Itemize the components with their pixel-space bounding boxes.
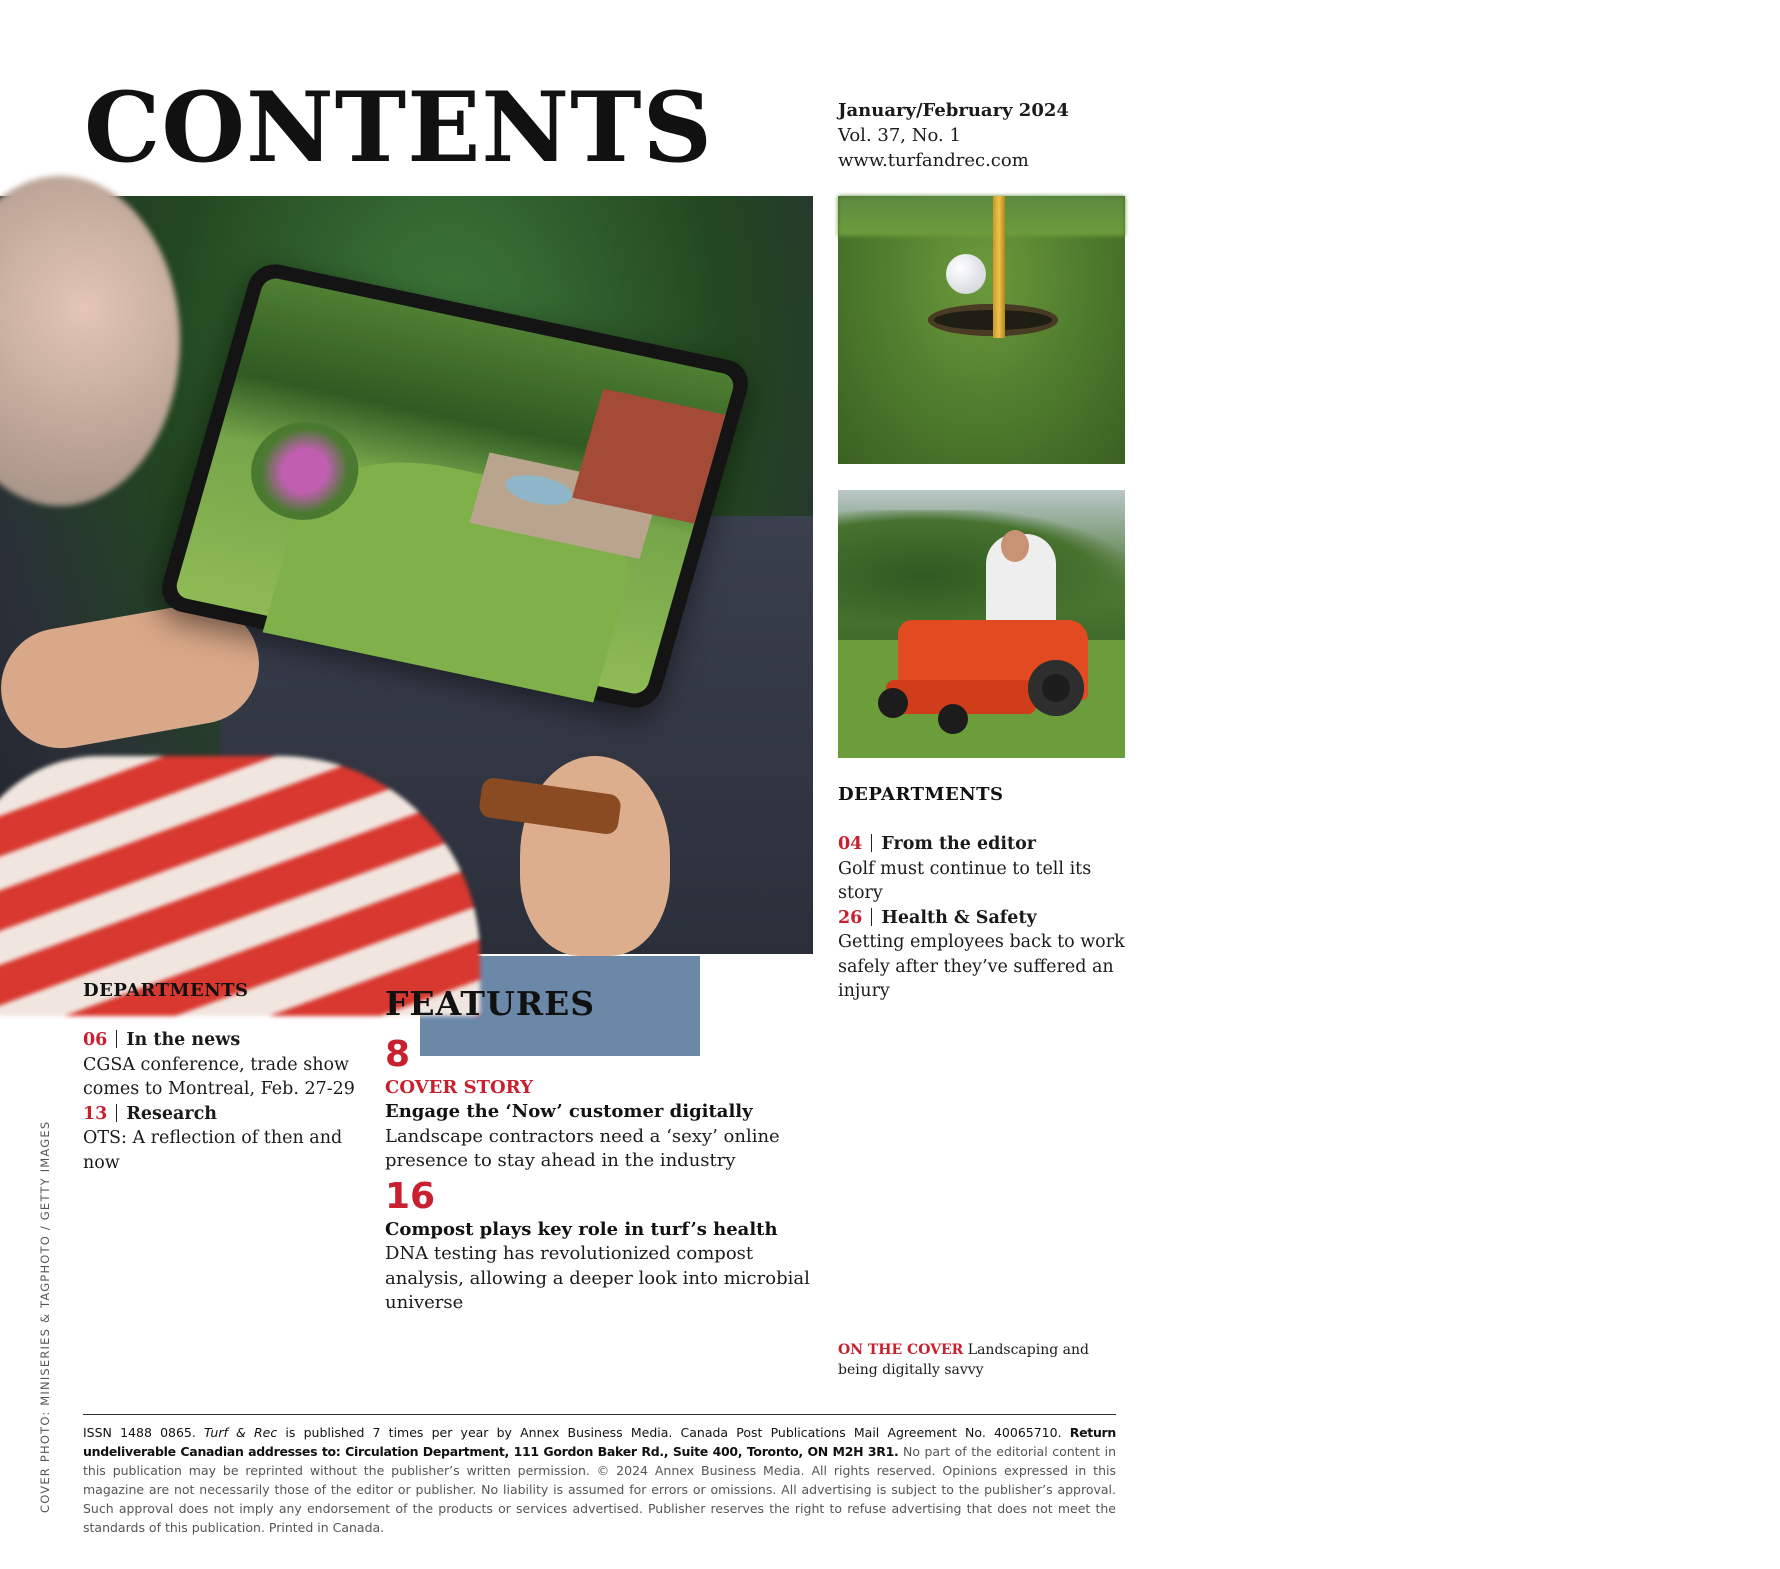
feature-page-number: 8 (385, 1034, 411, 1075)
department-entry-head (838, 906, 1138, 931)
mower-front-wheel (878, 688, 908, 718)
golf-ball (946, 254, 986, 294)
department-title: In the news (126, 1030, 241, 1050)
issn: ISSN 1488 0865. (83, 1425, 196, 1440)
department-title: Health & Safety (881, 907, 1037, 928)
issue-date: January/February 2024 (838, 100, 1069, 121)
on-the-cover-caption (838, 1341, 1123, 1380)
department-title: From the editor (881, 834, 1037, 854)
page-title: CONTENTS (84, 71, 713, 184)
feature-title: Engage the ‘Now’ customer digitally (385, 1101, 753, 1122)
department-page-number: 13 (83, 1103, 108, 1124)
separator (116, 1030, 117, 1048)
feature-description: Landscape contractors need a ‘sexy’ online presence to stay ahead in the industry (385, 1125, 780, 1171)
department-description: Golf must continue to tell its story (838, 858, 1092, 903)
photo-page-number: 20 (1690, 990, 1777, 1063)
golf-trees (838, 196, 1125, 236)
departments-heading: DEPARTMENTS (838, 784, 1004, 805)
features-list (385, 1034, 815, 1316)
disclaimer: No part of the editorial content in this publication may be reprinted without the publisher’s written permission. © 2024 Annex Business Media. All rights reserved. Opinions expressed in this magazine are not necessarily those of the editor or publisher. No liability is assumed for errors or omissions. All advertising is subject to the publisher’s approval. Such approval does not imply any endorsement of the products or services advertised. Publisher reserves the right to refuse advertising that does not meet the standards of this publication. Printed in Canada. (83, 1444, 1116, 1535)
department-entry-head (83, 1028, 373, 1053)
department-entry[interactable] (838, 832, 1138, 906)
department-title: Research (126, 1103, 217, 1124)
department-description: Getting employees back to work safely after they’ve suffered an injury (838, 932, 1125, 1001)
return-address: Return undeliverable Canadian addresses to: Circulation Department, 111 Gordon Baker Rd., Suite 400, Toronto, ON M2H 3R1. (83, 1425, 1117, 1459)
photo-page-number: 8 (736, 1063, 778, 1133)
issue-volume: Vol. 37, No. 1 (838, 125, 961, 146)
golf-photo[interactable] (838, 196, 1780, 651)
departments-list (83, 1028, 373, 1175)
mower-operator-head (1001, 530, 1029, 562)
separator (871, 834, 872, 852)
on-the-cover-text: Landscaping and being digitally savvy (838, 1342, 1089, 1378)
publication-line: is published 7 times per year by Annex Business Media. Canada Post Publications Mail Agreement No. 40065710. (285, 1425, 1062, 1440)
mower-front-wheel (938, 704, 968, 734)
department-entry[interactable] (83, 1028, 373, 1102)
department-page-number: 06 (83, 1030, 108, 1050)
departments-list (838, 832, 1138, 1004)
feature-description: DNA testing has revolutionized compost analysis, allowing a deeper look into microbial universe (385, 1243, 810, 1313)
website-link[interactable]: www.turfandrec.com (838, 150, 1029, 171)
department-page-number: 26 (838, 907, 863, 928)
feature-page-number: 16 (385, 1175, 436, 1217)
photo-person-head (0, 176, 180, 506)
department-entry-head (838, 832, 1138, 857)
departments-heading: DEPARTMENTS (83, 980, 249, 1001)
feature-entry[interactable] (385, 1176, 815, 1316)
department-page-number: 04 (838, 834, 863, 854)
fine-print-divider (83, 1414, 1116, 1415)
department-entry[interactable] (838, 906, 1138, 1004)
photo-credit: COVER PHOTO: MINISERIES & TAGPHOTO / GETTY IMAGES (38, 1120, 52, 1513)
mower-rear-wheel (1028, 660, 1084, 716)
publication-fine-print (83, 1423, 1116, 1537)
department-entry-head (83, 1102, 373, 1127)
department-description: CGSA conference, trade show comes to Montreal, Feb. 27-29 (83, 1054, 355, 1099)
golf-flagstick (993, 196, 1005, 338)
mower-trees (838, 510, 1125, 620)
separator (871, 908, 872, 926)
publication-name: Turf & Rec (204, 1425, 278, 1440)
department-description: OTS: A reflection of then and now (83, 1128, 343, 1173)
feature-title: Compost plays key role in turf’s health (385, 1218, 778, 1240)
photo-page-number: 11 (1694, 578, 1780, 651)
features-heading: FEATURES (385, 984, 596, 1023)
separator (116, 1104, 117, 1122)
on-the-cover-label: ON THE COVER (838, 1342, 964, 1358)
department-entry[interactable] (83, 1102, 373, 1176)
feature-kicker: COVER STORY (385, 1077, 533, 1098)
issue-info (838, 98, 1069, 173)
feature-entry[interactable] (385, 1034, 815, 1174)
